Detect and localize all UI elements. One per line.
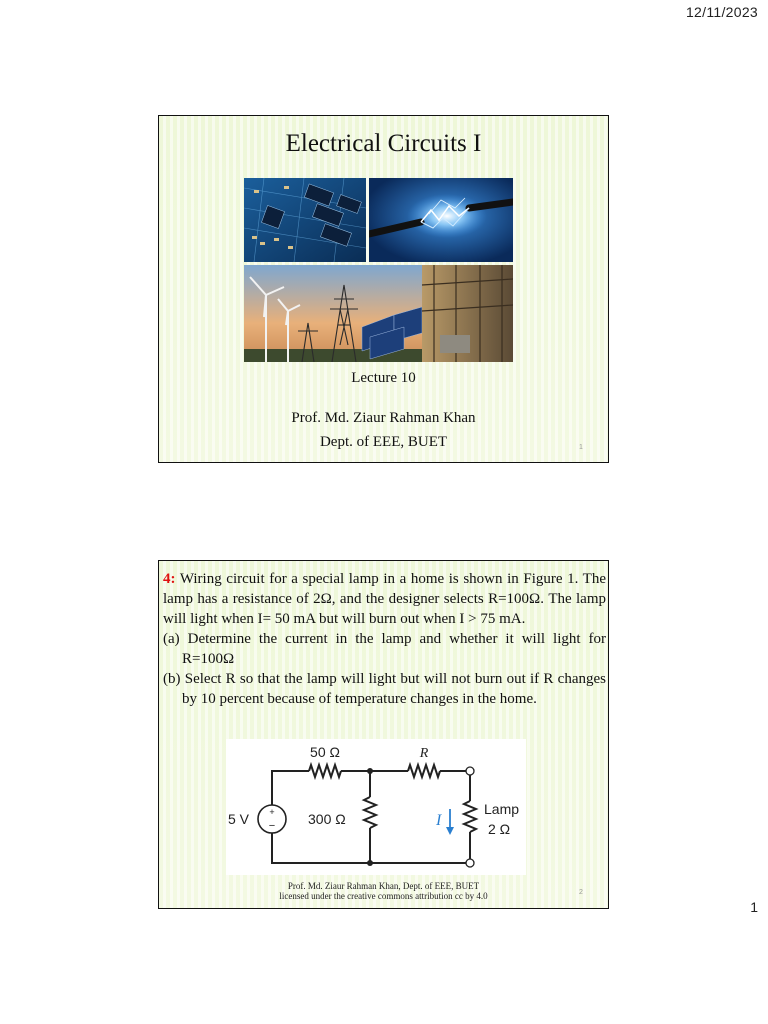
footer-license: licensed under the creative commons attribution cc by 4.0 xyxy=(279,891,488,901)
node-dot xyxy=(367,860,373,866)
problem-text xyxy=(163,569,606,709)
current-label: I xyxy=(436,812,442,829)
source-minus-sign: − xyxy=(268,820,276,832)
r1-label: 50 Ω xyxy=(310,744,340,760)
circuit-wires xyxy=(272,765,476,863)
node-dot xyxy=(367,768,373,774)
circuit-board-photo xyxy=(244,178,366,262)
lecture-number: Lecture 10 xyxy=(351,370,416,386)
terminal-icon xyxy=(466,859,474,867)
problem-part-a: (a) Determine the current in the lamp and whether it will light for R=100Ω xyxy=(163,631,606,667)
slide-number: 2 xyxy=(579,889,583,896)
department: Dept. of EEE, BUET xyxy=(319,434,448,450)
footer-author: Prof. Md. Ziaur Rahman Khan, Dept. of EEE, BUET xyxy=(287,881,480,891)
slide-2 xyxy=(158,560,609,909)
power-energy-photo xyxy=(244,265,513,362)
lamp-value: 2 Ω xyxy=(488,821,511,837)
problem-number: 4: xyxy=(163,571,176,587)
terminal-icon xyxy=(466,767,474,775)
slide-number: 1 xyxy=(579,444,583,451)
problem-statement: Wiring circuit for a special lamp in a home is shown in Figure 1. The lamp has a resistance of 2Ω, and the designer selects R=100Ω. The lamp will light when I= 50 mA but will burn out when I > 75 mA. xyxy=(163,571,606,627)
source-plus-sign: + xyxy=(269,807,275,817)
r2-label: 300 Ω xyxy=(308,811,346,827)
slide-title: Electrical Circuits I xyxy=(285,130,482,157)
slide-footer xyxy=(159,881,608,901)
problem-intro xyxy=(163,569,606,629)
lamp-label: Lamp xyxy=(484,801,520,817)
electric-spark-photo xyxy=(369,178,513,262)
author-name: Prof. Md. Ziaur Rahman Khan xyxy=(291,410,476,426)
source-label: 5 V xyxy=(228,811,250,827)
r-label: R xyxy=(419,746,429,761)
circuit-diagram xyxy=(226,739,526,875)
print-date: 12/11/2023 xyxy=(685,4,758,20)
slide-1 xyxy=(158,115,609,463)
current-arrow-icon xyxy=(446,809,454,835)
page-number: 1 xyxy=(750,899,758,915)
problem-part-b: (b) Select R so that the lamp will light but will not burn out if R changes by 10 percent because of temperature changes in the home. xyxy=(163,671,606,707)
